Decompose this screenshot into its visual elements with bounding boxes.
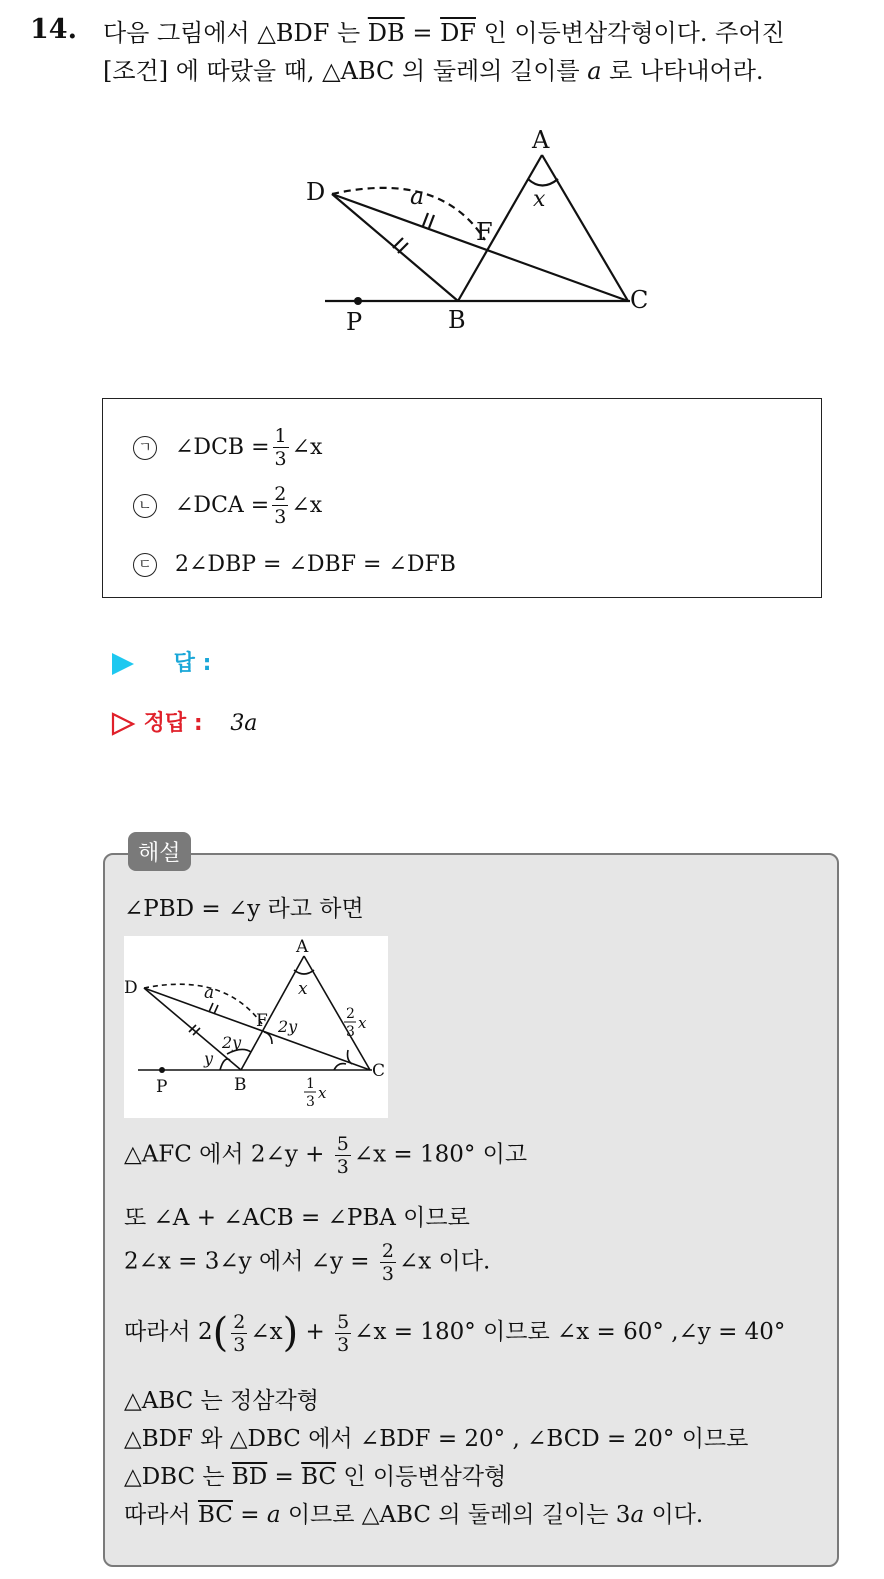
question-text-part: [조건] 에 따랐을 때, △ABC 의 둘레의 길이를 [103, 57, 588, 85]
conditions-box [102, 398, 822, 598]
fraction-denominator: 3 [381, 1263, 394, 1285]
fraction [335, 1133, 351, 1178]
segment-ac [542, 155, 628, 301]
solution-line-9 [124, 1496, 703, 1529]
label-y: y [204, 1049, 214, 1068]
play-icon [110, 651, 136, 677]
label-a: A [296, 937, 309, 957]
condition-lhs: ∠DCB = [175, 435, 270, 460]
solution-text-part: 2∠x = 3∠y 에서 ∠y = [124, 1248, 377, 1275]
tick-mark [429, 215, 434, 228]
label-c: C [630, 286, 649, 314]
solution-line-8 [124, 1458, 506, 1491]
question-text [103, 14, 863, 90]
segment-bc: $\overline{BC}$ [197, 1502, 233, 1528]
fraction [272, 483, 288, 528]
fraction [273, 425, 289, 470]
label-frac-2-3-num: 2 [346, 1006, 355, 1022]
question-text-part: 로 나타내어라. [601, 57, 764, 85]
label-angle-x: x [298, 979, 308, 999]
answer-row [110, 646, 211, 677]
segment-df: $\overline{DF}$ [440, 19, 476, 47]
solution-text-part: △DBC 는 [124, 1464, 232, 1490]
solution-line-7: △BDF 와 △DBC 에서 ∠BDF = 20° , ∠BCD = 20° 이므로 [124, 1426, 749, 1452]
solution-text-part: △AFC 에서 2∠y + [124, 1141, 332, 1168]
fraction-numerator: 5 [337, 1310, 350, 1333]
condition-rhs: ∠x [291, 435, 323, 460]
equals-sign: = [267, 1464, 302, 1490]
fraction-numerator: 5 [336, 1133, 349, 1155]
fraction-numerator: 1 [274, 425, 287, 447]
label-b: B [448, 306, 466, 334]
solution-text-part: 따라서 2 [124, 1319, 213, 1345]
angle-arc-a [528, 179, 558, 186]
solution-text-part: ∠x = 180° 이므로 ∠x = 60° ,∠y = 40° [354, 1319, 786, 1345]
open-paren: ( [212, 1310, 229, 1356]
label-frac-2-3-den: 3 [346, 1024, 355, 1040]
label-d: D [306, 178, 326, 206]
label-2y-f: 2y [278, 1017, 298, 1036]
segment-bc: $\overline{BC}$ [301, 1464, 337, 1490]
variable-a: a [587, 57, 602, 85]
solution-text-part: 이다. [644, 1502, 704, 1528]
condition-text: 2∠DBP = ∠DBF = ∠DFB [175, 552, 456, 577]
label-f: F [256, 1011, 268, 1031]
solution-line-3: 또 ∠A + ∠ACB = ∠PBA 이므로 [124, 1205, 470, 1231]
solution-tag: 해설 [128, 832, 191, 871]
condition-marker: ㄴ [133, 494, 157, 518]
label-f: F [476, 218, 493, 246]
fraction-denominator: 3 [274, 448, 287, 470]
outline-play-icon [110, 711, 136, 737]
fraction-denominator: 3 [337, 1333, 350, 1356]
label-frac-2-3-var: x [358, 1014, 367, 1032]
segment-db: $\overline{DB}$ [367, 19, 405, 47]
solution-line-6: △ABC 는 정삼각형 [124, 1388, 319, 1414]
label-2y-b: 2y [222, 1033, 242, 1052]
question-line-2 [103, 52, 863, 90]
close-paren: ) [282, 1310, 299, 1356]
label-length-a: a [410, 182, 425, 210]
solution-figure [124, 936, 388, 1118]
question-text-part: 인 이등변삼각형이다. 주어진 [475, 19, 785, 47]
label-a: A [532, 126, 550, 154]
correct-answer-label: 정답 : [143, 711, 203, 736]
condition-lhs: ∠DCA = [175, 493, 270, 518]
fraction-denominator: 3 [336, 1156, 349, 1178]
condition-2 [133, 483, 322, 528]
solution-line-2 [124, 1133, 527, 1178]
solution-text-part: 인 이등변삼각형 [336, 1464, 507, 1490]
label-length-a: a [204, 983, 215, 1003]
condition-rhs: ∠x [291, 493, 323, 518]
tick-mark [393, 238, 403, 248]
variable-a: a [630, 1502, 645, 1528]
segment-ba [458, 155, 542, 301]
solution-text-part: 이므로 △ABC 의 둘레의 길이는 3 [280, 1502, 631, 1528]
label-frac-1-3-var: x [318, 1084, 327, 1102]
segment-dc [332, 194, 628, 301]
solution-line-5 [124, 1310, 785, 1356]
tick-mark [398, 243, 408, 253]
solution-text-part: + [298, 1319, 333, 1345]
condition-1 [133, 425, 322, 470]
condition-marker: ㄷ [133, 553, 157, 577]
fraction-denominator: 3 [233, 1333, 246, 1356]
fraction [380, 1240, 396, 1285]
label-d: D [124, 978, 138, 998]
fraction-numerator: 2 [381, 1240, 394, 1262]
fraction [335, 1311, 351, 1356]
equals-sign: = [404, 19, 441, 47]
fraction-denominator: 3 [274, 506, 287, 528]
solution-line-4 [124, 1240, 490, 1285]
fraction [231, 1311, 247, 1356]
solution-text-part: ∠x = 180° 이고 [353, 1141, 528, 1168]
tick-mark [423, 213, 428, 226]
question-line-1 [103, 14, 863, 52]
correct-answer-value: 3a [230, 711, 258, 736]
label-angle-x: x [533, 187, 546, 212]
condition-marker: ㄱ [133, 436, 157, 460]
equals-sign: = [232, 1502, 267, 1528]
fraction-numerator: 2 [274, 483, 287, 505]
question-number: 14. [30, 14, 77, 45]
answer-label: 답 : [173, 651, 212, 676]
label-c: C [372, 1061, 386, 1081]
solution-line-1: ∠PBD = ∠y 라고 하면 [124, 896, 364, 922]
geometry-figure [300, 120, 660, 340]
point-p [354, 297, 362, 305]
condition-3 [133, 552, 456, 577]
label-frac-1-3-num: 1 [306, 1076, 315, 1092]
question-text-part: 다음 그림에서 △BDF 는 [103, 19, 368, 47]
label-p: P [156, 1077, 168, 1097]
solution-text-part: 따라서 [124, 1502, 198, 1528]
label-frac-1-3-den: 3 [306, 1094, 315, 1110]
label-b: B [234, 1075, 247, 1095]
solution-text-part: ∠x 이다. [398, 1248, 491, 1275]
solution-text-part: ∠x [250, 1319, 283, 1345]
segment-bd: $\overline{BD}$ [231, 1464, 268, 1490]
correct-answer-row [110, 706, 257, 737]
label-p: P [346, 308, 363, 336]
fraction-numerator: 2 [233, 1310, 246, 1333]
variable-a: a [266, 1502, 281, 1528]
